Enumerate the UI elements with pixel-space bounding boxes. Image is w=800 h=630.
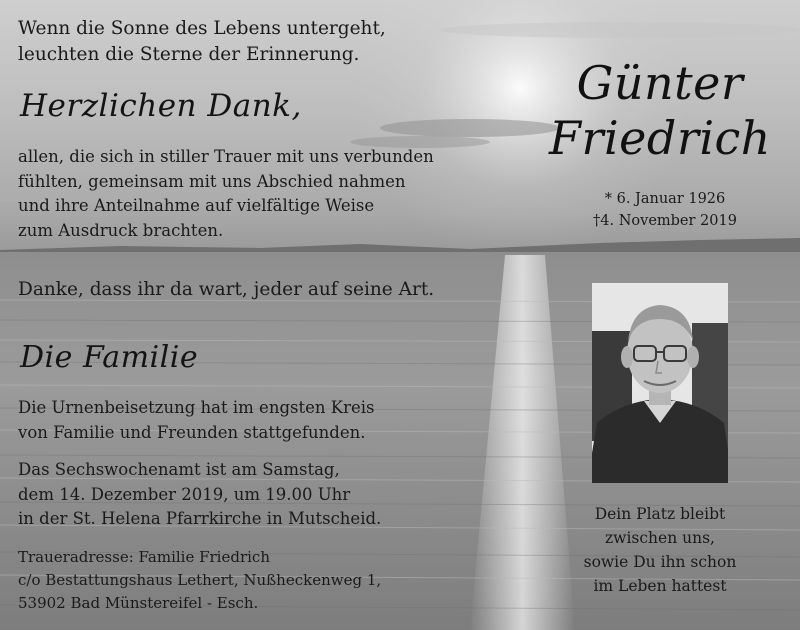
first-name: Günter (576, 56, 744, 110)
thanks-line: allen, die sich in stiller Trauer mit uns verbunden (18, 147, 434, 166)
death-date: †4. November 2019 (593, 213, 737, 229)
quote-line: zwischen uns, (605, 529, 715, 547)
family-signature: Die Familie (20, 340, 199, 375)
address-line: c/o Bestattungshaus Lethert, Nußheckenweg 1, (18, 571, 382, 589)
thanks-line: zum Ausdruck brachten. (18, 220, 224, 240)
service-line: Das Sechswochenamt ist am Samstag, (18, 460, 340, 479)
memorial-motto (18, 16, 458, 68)
life-dates (570, 188, 760, 232)
quote-line: sowie Du ihn schon (583, 553, 737, 571)
urn-line: Die Urnenbeisetzung hat im engsten Kreis (18, 398, 375, 417)
thanks-body (18, 145, 478, 243)
service-line: dem 14. Dezember 2019, um 19.00 Uhr (18, 484, 351, 504)
thanks-line: fühlten, gemeinsam mit uns Abschied nahmen (18, 171, 406, 191)
service-line: in der St. Helena Pfarrkirche in Mutscheid. (18, 509, 382, 528)
mourning-address (18, 546, 438, 615)
thanks-heading: Herzlichen Dank, (20, 88, 302, 124)
address-line: Traueradresse: Familie Friedrich (18, 548, 270, 566)
thanks-line: und ihre Anteilnahme auf vielfältige Weise (18, 196, 375, 215)
danke-line: Danke, dass ihr da wart, jeder auf seine Art. (18, 279, 435, 300)
address-line: 53902 Bad Münstereifel - Esch. (18, 594, 259, 612)
motto-line: Wenn die Sonne des Lebens untergeht, (18, 18, 386, 39)
service-notice (18, 458, 438, 532)
portrait-illustration (592, 283, 728, 483)
birth-date: * 6. Januar 1926 (604, 191, 726, 207)
deceased-name (540, 56, 780, 166)
motto-line: leuchten die Sterne der Erinnerung. (18, 44, 360, 65)
last-name: Friedrich (549, 111, 771, 165)
closing-quote (565, 502, 755, 598)
portrait-photo (592, 283, 728, 483)
urn-notice (18, 396, 418, 445)
quote-line: im Leben hattest (593, 577, 727, 595)
urn-line: von Familie und Freunden stattgefunden. (18, 422, 366, 442)
quote-line: Dein Platz bleibt (594, 505, 726, 523)
